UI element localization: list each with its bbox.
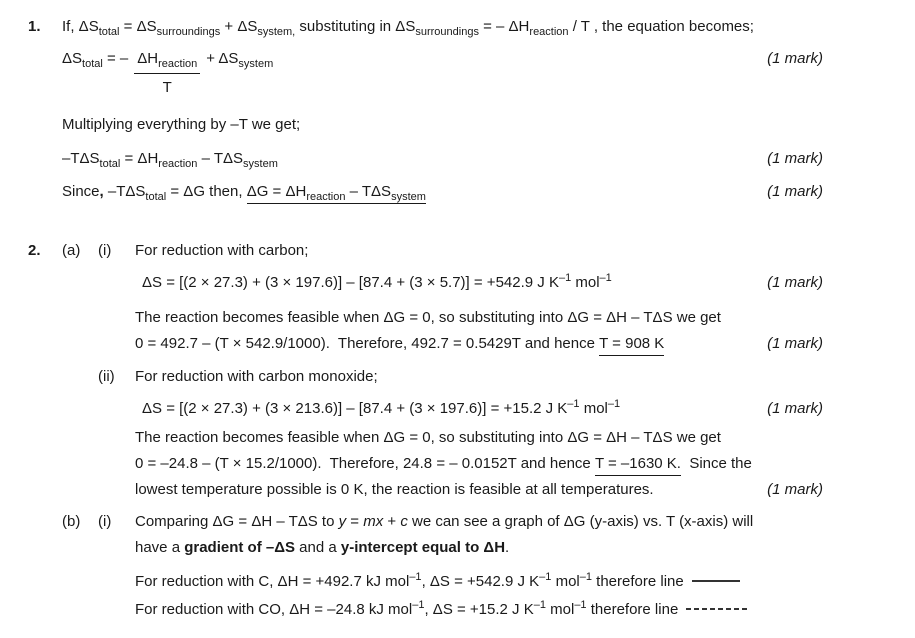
q1-eq3-row (28, 179, 823, 205)
q2a-label: (a) (62, 242, 81, 259)
q2ai-label: (i) (98, 242, 112, 259)
mark-label: (1 mark) (767, 183, 823, 200)
q2ai-eq-row (28, 270, 823, 296)
q2bi-text2: have a gradient of –ΔS and a y-intercept equal to ΔH. (135, 539, 510, 556)
q2aii-heading: For reduction with carbon monoxide; (135, 368, 378, 385)
q1-eq2-row (28, 146, 823, 172)
q2ai-header-row (28, 238, 823, 264)
mark-label: (1 mark) (767, 400, 823, 417)
q2bi-text1: Comparing ΔG = ΔH – TΔS to y = mx + c we can see a graph of ΔG (y-axis) vs. T (x-axis) will (135, 513, 754, 530)
q2aii-label: (ii) (98, 368, 115, 385)
q2bi-line1 (28, 509, 823, 535)
q1-eq2-text: $-T\Delta S_{total} = \Delta H_{reaction} - T\Delta S_{system}$ (62, 150, 278, 170)
q2bi-co-text: For reduction with CO, ΔH = –24.8 kJ mol$^{-1}$, ΔS = +15.2 J $K^{-1}$ mol$^{-1}$ therefore line (135, 599, 679, 618)
mark-label: (1 mark) (767, 274, 823, 291)
q2ai-para-text2: 0 = 492.7 – (T × 542.9/1000). Therefore, 492.7 = 0.5429T and hence T = 908 K (135, 335, 664, 352)
q2b-label: (b) (62, 513, 81, 530)
q2ai-para-text1: The reaction becomes feasible when ΔG = 0, so substituting into ΔG = ΔH – TΔS we get (135, 309, 721, 326)
q2bi-co-line-row (28, 597, 823, 623)
q1-multiply-text: Multiplying everything by –T we get; (62, 116, 301, 133)
fraction-eq-suffix: + $\Delta S_{system}$ (206, 50, 274, 70)
q1-multiply-row (28, 112, 823, 138)
q2aii-para-text1: The reaction becomes feasible when ΔG = 0, so substituting into ΔG = ΔH – TΔS we get (135, 429, 721, 446)
q2aii-para-line3 (28, 477, 823, 503)
fraction-denominator: T (162, 79, 172, 96)
q2aii-para-text3: lowest temperature possible is 0 K, the reaction is feasible at all temperatures. (135, 481, 654, 498)
q2aii-eq-row (28, 396, 823, 422)
q1-intro-text: If, $\Delta S_{total} = \Delta S_{surroundings} + \Delta S_{system,}$ substituting in $\Delta S_{surroundings}$ = – $\Delta H_{reaction}$ / T , the equation becomes; (62, 18, 754, 38)
q2ai-heading: For reduction with carbon; (135, 242, 309, 259)
q2ai-para-line2 (28, 331, 823, 357)
fraction (134, 48, 200, 99)
solid-line-sample (692, 580, 740, 582)
mark-label: (1 mark) (767, 50, 823, 67)
q2ai-para-line1 (28, 305, 823, 331)
q1-fraction-equation-row (28, 48, 823, 99)
fraction-numerator: $\Delta H_{reaction}$ (134, 48, 200, 74)
mark-label: (1 mark) (767, 335, 823, 352)
q1-eq3-text: Since, $-T\Delta S_{total} = \Delta G$ then, $\Delta G = \Delta H_{reaction} - T\Delta S_{system}$ (62, 183, 426, 203)
q2aii-para-line2 (28, 451, 823, 477)
q2aii-para-line1 (28, 425, 823, 451)
q2-number: 2. (28, 242, 41, 259)
mark-label: (1 mark) (767, 481, 823, 498)
fraction-eq-prefix: $\Delta S_{total}$ = – (62, 50, 129, 70)
q2bi-label: (i) (98, 513, 112, 530)
q2aii-eq-text: ΔS = [(2 × 27.3) + (3 × 213.6)] – [87.4 + (3 × 197.6)] = +15.2 J $K^{-1}$ mol$^{-1}$ (142, 398, 621, 417)
q2bi-carbon-line-row (28, 569, 823, 595)
q2bi-carbon-text: For reduction with C, ΔH = +492.7 kJ mol$^{-1}$, ΔS = +542.9 J $K^{-1}$ mol$^{-1}$ therefore line (135, 571, 684, 590)
q2bi-line2 (28, 535, 823, 561)
mark-label: (1 mark) (767, 150, 823, 167)
q2ai-eq-text: ΔS = [(2 × 27.3) + (3 × 197.6)] – [87.4 + (3 × 5.7)] = +542.9 J $K^{-1}$ mol$^{-1}$ (142, 272, 612, 291)
q1-intro-row (28, 14, 823, 40)
q1-number: 1. (28, 18, 41, 35)
q2aii-header-row (28, 364, 823, 390)
q2aii-para-text2: 0 = –24.8 – (T × 15.2/1000). Therefore, 24.8 = – 0.0152T and hence T = –1630 K. Since the (135, 455, 752, 472)
dashed-line-sample (686, 608, 750, 610)
